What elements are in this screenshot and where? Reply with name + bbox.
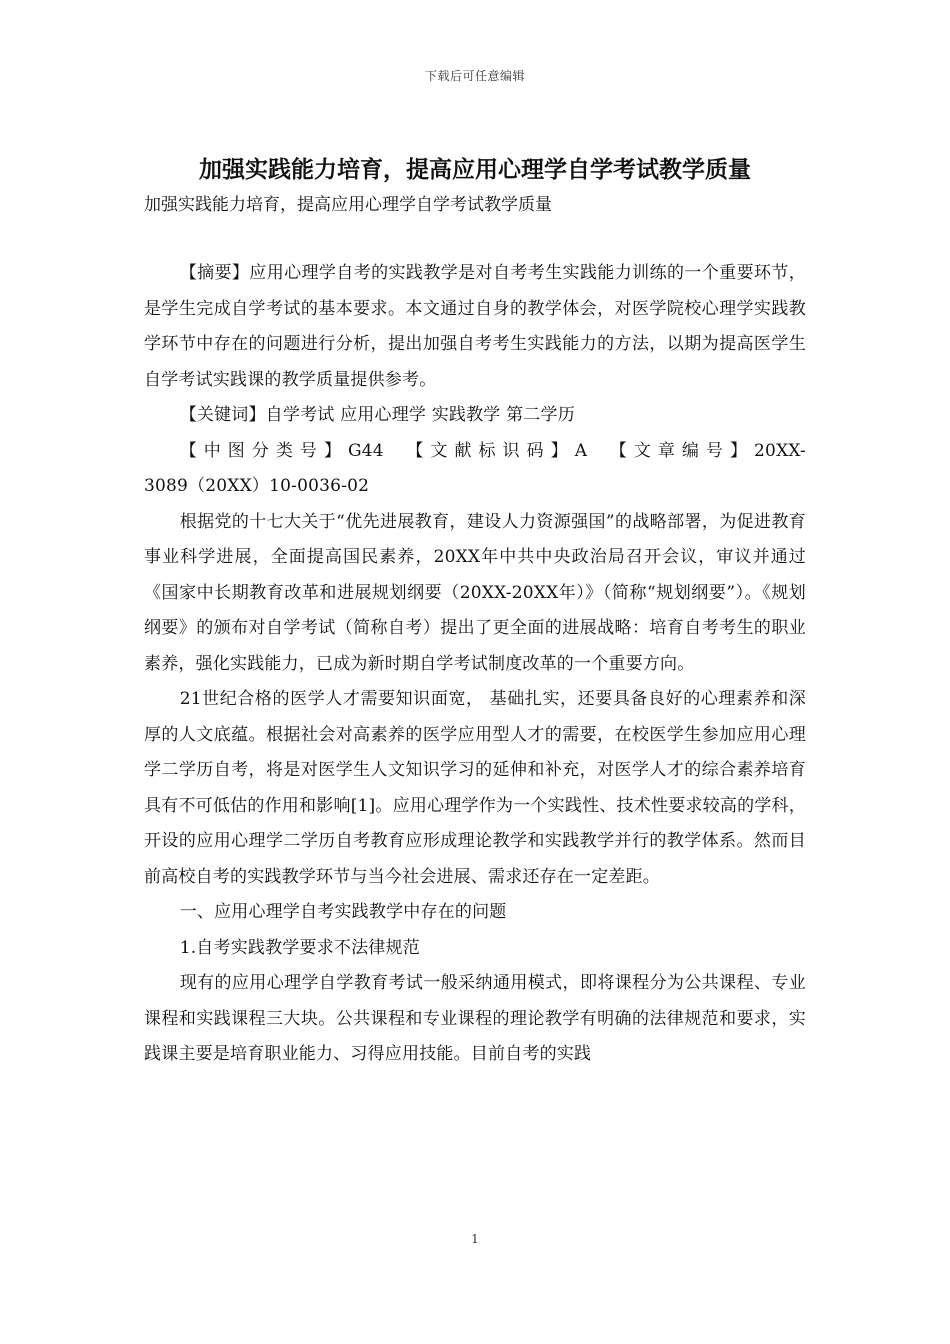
abstract-paragraph: 【摘要】应用心理学自考的实践教学是对自考考生实践能力训练的一个重要环节，是学生完成自学考试的基本要求。本文通过自身的教学体会，对医学院校心理学实践教学环节中存在的问题进行分析，提出加强自考考生实践能力的方法，以期为提高医学生自学考试实践课的教学质量提供参考。	[144, 263, 806, 390]
body-paragraph: 21世纪合格的医学人才需要知识面宽， 基础扎实，还要具备良好的心理素养和深厚的人文底蕴。根据社会对高素养的医学应用型人才的需要，在校医学生参加应用心理学二学历自考，将是对医学生人文知识学习的延伸和补充，对医学人才的综合素养培育具有不可低估的作用和影响[1]。应用心理学作为一个实践性、技术性要求较高的学科，开设的应用心理学二学历自考教育应形成理论教学和实践教学并行的教学体系。然而目前高校自考的实践教学环节与当今社会进展、需求还存在一定差距。	[144, 689, 806, 887]
article-no-value: 20XX-3089（20XX）10-0036-02	[144, 440, 807, 496]
article-no-label: 【文章编号】	[609, 440, 755, 461]
subsection-heading: 1.自考实践教学要求不法律规范	[179, 937, 420, 958]
header-note: 下载后可任意编辑	[424, 69, 525, 83]
classification-paragraph	[144, 434, 806, 505]
document-body	[144, 152, 806, 1073]
document-title: 加强实践能力培育，提高应用心理学自学考试教学质量	[199, 157, 751, 183]
clc-value: G44	[347, 440, 384, 461]
doc-code-label: 【文献标识码】	[406, 440, 575, 461]
page-number: 1	[471, 1232, 479, 1246]
body-paragraph: 现有的应用心理学自学教育考试一般采纳通用模式，即将课程分为公共课程、专业课程和实践课程三大块。公共课程和专业课程的理论教学有明确的法律规范和要求，实践课主要是培育职业能力、习得应用技能。目前自考的实践	[144, 973, 806, 1064]
clc-label: 【中图分类号】	[179, 440, 348, 461]
keywords-paragraph: 【关键词】自学考试 应用心理学 实践教学 第二学历	[179, 405, 575, 425]
doc-code-value: A	[574, 440, 588, 461]
body-paragraph: 根据党的十七大关于“优先进展教育，建设人力资源强国”的战略部署，为促进教育事业科学进展，全面提高国民素养，20XX年中共中央政治局召开会议，审议并通过《国家中长期教育改革和进展规划纲要（20XX-20XX年）》（简称“规划纲要”）。《规划纲要》的颁布对自学考试（简称自考）提出了更全面的进展战略：培育自考考生的职业素养，强化实践能力，已成为新时期自学考试制度改革的一个重要方向。	[144, 511, 806, 674]
section-heading: 一、应用心理学自考实践教学中存在的问题	[179, 902, 507, 922]
document-subtitle: 加强实践能力培育，提高应用心理学自学考试教学质量	[144, 195, 552, 215]
